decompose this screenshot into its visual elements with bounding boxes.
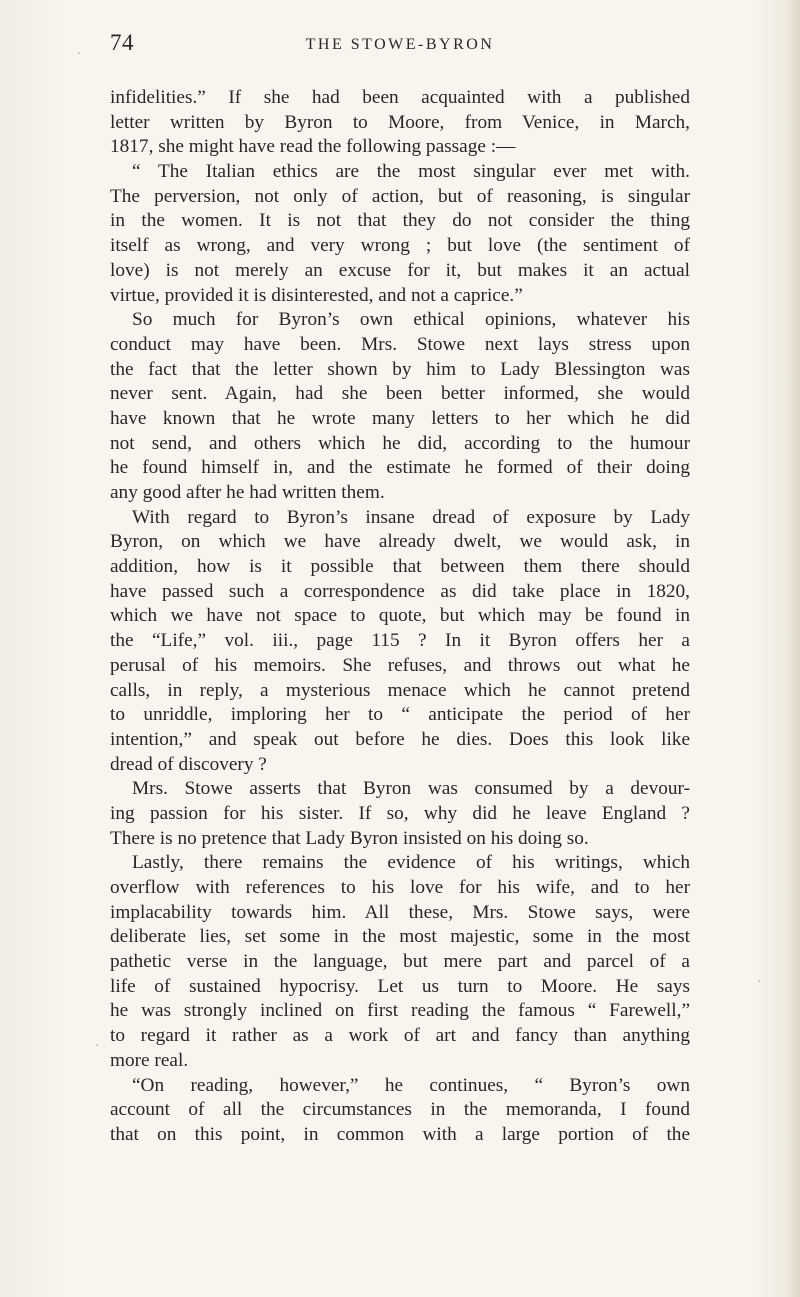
text-line: implacability towards him. All these, Mrs. Stowe says, were [110,901,690,923]
text-line: So much for Byron’s own ethical opinions, whatever his [132,309,690,331]
text-line: life of sustained hypocrisy. Let us turn to Moore. He says [110,975,690,997]
paper-speck [78,52,80,54]
text-line: perusal of his memoirs. She refuses, and throws out what he [110,654,690,676]
text-line: deliberate lies, set some in the most majestic, some in the most [110,926,690,948]
text-line: addition, how is it possible that between them there should [110,556,690,578]
text-line: account of all the circumstances in the memoranda, I found [110,1099,690,1121]
text-line: he found himself in, and the estimate he formed of their doing [110,457,690,479]
text-line: have passed such a correspondence as did take place in 1820, [110,580,690,602]
text-line: have known that he wrote many letters to her which he did [110,407,690,429]
text-line: virtue, provided it is disinterested, and not a caprice.” [110,284,523,306]
text-line: he was strongly inclined on first reading the famous “ Farewell,” [110,1000,690,1022]
text-line: There is no pretence that Lady Byron insisted on his doing so. [110,827,589,849]
text-line: pathetic verse in the language, but mere part and parcel of a [110,951,690,973]
body-text [110,86,690,1148]
text-line: love) is not merely an excuse for it, but makes it an actual [110,259,690,281]
paper-speck [96,1044,98,1046]
paper-speck [758,980,760,982]
text-line: letter written by Byron to Moore, from Venice, in March, [110,111,690,133]
text-line: calls, in reply, a mysterious menace which he cannot pretend [110,679,690,701]
text-line: With regard to Byron’s insane dread of exposure by Lady [132,506,690,528]
text-line: to regard it rather as a work of art and fancy than anything [110,1025,690,1047]
text-line: the “Life,” vol. iii., page 115 ? In it Byron offers her a [110,630,690,652]
text-line: more real. [110,1049,189,1071]
text-line: conduct may have been. Mrs. Stowe next lays stress upon [110,333,690,355]
text-line: infidelities.” If she had been acquainted with a published [110,87,690,108]
text-line: not send, and others which he did, according to the humour [110,432,690,454]
text-line: itself as wrong, and very wrong ; but love (the sentiment of [110,235,690,257]
text-line: never sent. Again, had she been better informed, she would [110,383,690,405]
text-line: the fact that the letter shown by him to Lady Blessington was [110,358,690,380]
text-line: 1817, she might have read the following passage :— [110,136,516,158]
text-line: dread of discovery ? [110,753,267,775]
running-head: THE STOWE-BYRON [305,36,495,53]
text-line: Lastly, there remains the evidence of his writings, which [132,852,690,874]
text-line: intention,” and speak out before he dies. Does this look like [110,728,690,750]
text-line: ing passion for his sister. If so, why did he leave England ? [110,802,690,824]
text-line: in the women. It is not that they do not consider the thing [110,210,690,232]
text-line: Mrs. Stowe asserts that Byron was consumed by a devour- [132,778,690,800]
text-line: “ The Italian ethics are the most singular ever met with. [132,161,690,183]
text-line: any good after he had written them. [110,482,385,503]
page-header [110,30,690,66]
text-line: which we have not space to quote, but which may be found in [110,605,690,627]
text-line: “On reading, however,” he continues, “ Byron’s own [132,1074,690,1096]
text-line: overflow with references to his love for his wife, and to her [110,877,690,898]
page-number: 74 [110,30,134,55]
text-line: that on this point, in common with a large portion of the [110,1123,690,1145]
text-line: Byron, on which we have already dwelt, we would ask, in [110,531,690,553]
page-edge-shadow [786,0,800,1297]
text-line: to unriddle, imploring her to “ anticipate the period of her [110,704,690,726]
text-line: The perversion, not only of action, but of reasoning, is singular [110,185,690,207]
